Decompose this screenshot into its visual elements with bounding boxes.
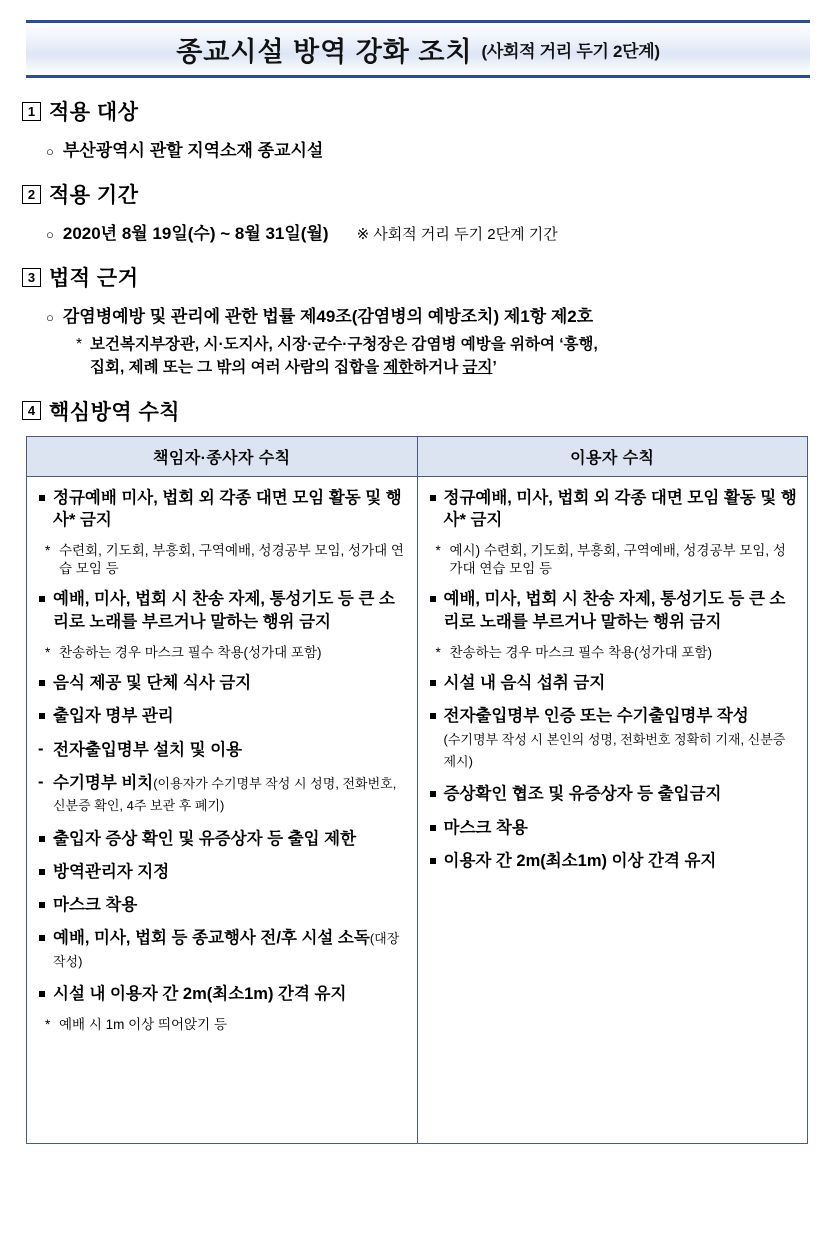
bullet-text: 2020년 8월 19일(수) ~ 8월 31일(월) xyxy=(62,224,329,243)
section-bullet xyxy=(46,136,814,161)
legal-text-part1: 보건복지부장관, 시·도지사, 시장·군수·구청장은 감염병 예방을 위하여 ‘흥행, xyxy=(90,336,598,353)
circle-bullet-icon: ○ xyxy=(46,310,54,325)
list-item-note xyxy=(428,644,798,662)
rule-text: 출입자 명부 관리 xyxy=(53,707,174,726)
legal-text-part2: 집회, 제례 또는 그 밖의 여러 사람의 집합을 xyxy=(90,359,384,377)
section-bullet xyxy=(46,302,814,327)
rule-note-text: 찬송하는 경우 마스크 필수 착용(성가대 포함) xyxy=(449,645,712,660)
legal-text-restrict: 제한 xyxy=(383,359,414,377)
legal-text-prohibit: 금지 xyxy=(462,359,493,377)
column-header-users: 이용자 수칙 xyxy=(417,436,808,476)
section-header xyxy=(22,96,814,126)
rule-text: 예배, 미사, 법회 시 찬송 자제, 통성기도 등 큰 소리로 노래를 부르거나 말하는 행위 금지 xyxy=(443,590,786,631)
list-item-note xyxy=(37,644,407,662)
list-item xyxy=(428,705,798,772)
table-header-row xyxy=(27,436,808,476)
rule-text: 마스크 착용 xyxy=(53,896,138,915)
list-item xyxy=(37,983,407,1005)
table-row xyxy=(27,476,808,1143)
rule-text: 증상확인 협조 및 유증상자 등 출입금지 xyxy=(443,785,722,804)
section-bullet xyxy=(46,219,814,244)
rule-text: 이용자 간 2m(최소1m) 이상 간격 유지 xyxy=(443,851,717,870)
list-item xyxy=(37,894,407,916)
list-item xyxy=(37,927,407,972)
section-core-rules xyxy=(22,396,814,1144)
cell-manager-rules xyxy=(27,476,418,1143)
rule-text: 시설 내 음식 섭취 금지 xyxy=(443,674,606,693)
section-title: 법적 근거 xyxy=(49,267,139,290)
list-item-note xyxy=(37,542,407,578)
rule-text: 전자출입명부 설치 및 이용 xyxy=(53,740,243,759)
section-applicable-targets xyxy=(22,96,814,161)
list-item xyxy=(37,861,407,883)
list-item xyxy=(428,588,798,633)
rule-text: 정규예배 미사, 법회 외 각종 대면 모임 활동 및 행사* 금지 xyxy=(53,488,402,529)
rule-text: 방역관리자 지정 xyxy=(53,862,170,881)
list-item xyxy=(37,739,407,761)
list-item xyxy=(428,487,798,532)
section-number: 3 xyxy=(22,268,41,287)
bullet-text: 감염병예방 및 관리에 관한 법률 제49조(감염병의 예방조치) 제1항 제2호 xyxy=(62,307,594,326)
rule-text: 정규예배, 미사, 법회 외 각종 대면 모임 활동 및 행사* 금지 xyxy=(443,488,797,529)
list-item-note xyxy=(428,542,798,578)
rule-text: 마스크 착용 xyxy=(443,818,528,837)
title-banner xyxy=(26,20,810,78)
rule-text: 전자출입명부 인증 또는 수기출입명부 작성 xyxy=(443,707,749,726)
bullet-text: 부산광역시 관할 지역소재 종교시설 xyxy=(62,141,324,160)
list-item xyxy=(37,828,407,850)
page-title: 종교시설 방역 강화 조치 xyxy=(176,36,473,67)
section-title: 적용 대상 xyxy=(49,101,139,124)
rule-text: 음식 제공 및 단체 식사 금지 xyxy=(53,674,252,693)
section-header xyxy=(22,179,814,209)
rule-text: 예배, 미사, 법회 시 찬송 자제, 통성기도 등 큰 소리로 노래를 부르거나 말하는 행위 금지 xyxy=(53,590,395,631)
legal-text-part4: ’ xyxy=(492,359,497,377)
legal-basis-detail-line1 xyxy=(76,333,814,380)
list-item xyxy=(37,705,407,727)
section-number: 2 xyxy=(22,185,41,204)
rule-text: 예배, 미사, 법회 등 종교행사 전/후 시설 소독 xyxy=(53,929,370,948)
list-item xyxy=(428,783,798,805)
list-item xyxy=(37,772,407,817)
section-title: 적용 기간 xyxy=(49,184,139,207)
section-header xyxy=(22,262,814,292)
list-item xyxy=(37,672,407,694)
rule-note-text: 수련회, 기도회, 부흥회, 구역예배, 성경공부 모임, 성가대 연습 모임 등 xyxy=(59,543,404,577)
list-item xyxy=(428,850,798,872)
rule-subtext: (대장작성) xyxy=(53,931,400,969)
circle-bullet-icon: ○ xyxy=(46,144,54,159)
rule-text: 시설 내 이용자 간 2m(최소1m) 간격 유지 xyxy=(53,984,347,1003)
rule-note-text: 찬송하는 경우 마스크 필수 착용(성가대 포함) xyxy=(59,645,322,660)
circle-bullet-icon: ○ xyxy=(46,227,54,242)
cell-user-rules xyxy=(417,476,808,1143)
list-item xyxy=(428,672,798,694)
section-header xyxy=(22,396,814,426)
rule-text: 수기명부 비치 xyxy=(53,774,154,793)
rule-subtext: (이용자가 수기명부 작성 시 성명, 전화번호, 신분증 확인, 4주 보관 후 폐기) xyxy=(53,776,397,814)
page-subtitle: (사회적 거리 두기 2단계) xyxy=(481,41,660,61)
manager-rules-list xyxy=(37,487,407,1035)
star-bullet-icon: * xyxy=(76,336,83,353)
rule-subtext: (수기명부 작성 시 본인의 성명, 전화번호 정확히 기재, 신분증 제시) xyxy=(443,731,786,770)
column-header-managers: 책임자·종사자 수칙 xyxy=(27,436,418,476)
section-number: 1 xyxy=(22,102,41,121)
period-note: ※ 사회적 거리 두기 2단계 기간 xyxy=(356,226,558,243)
list-item xyxy=(37,487,407,532)
rule-note-text: 예배 시 1m 이상 띄어앉기 등 xyxy=(59,1017,227,1033)
rule-text: 출입자 증상 확인 및 유증상자 등 출입 제한 xyxy=(53,829,357,848)
list-item xyxy=(428,817,798,839)
rule-note-text: 예시) 수련회, 기도회, 부흥회, 구역예배, 성경공부 모임, 성가대 연습 모임 등 xyxy=(449,543,786,577)
core-rules-table xyxy=(26,436,808,1144)
legal-text-part3: 하거나 xyxy=(413,359,463,377)
section-title: 핵심방역 수칙 xyxy=(49,400,181,424)
section-legal-basis xyxy=(22,262,814,380)
list-item xyxy=(37,588,407,633)
user-rules-list xyxy=(428,487,798,873)
section-number: 4 xyxy=(22,401,41,420)
section-applicable-period xyxy=(22,179,814,244)
list-item-note xyxy=(37,1016,407,1034)
